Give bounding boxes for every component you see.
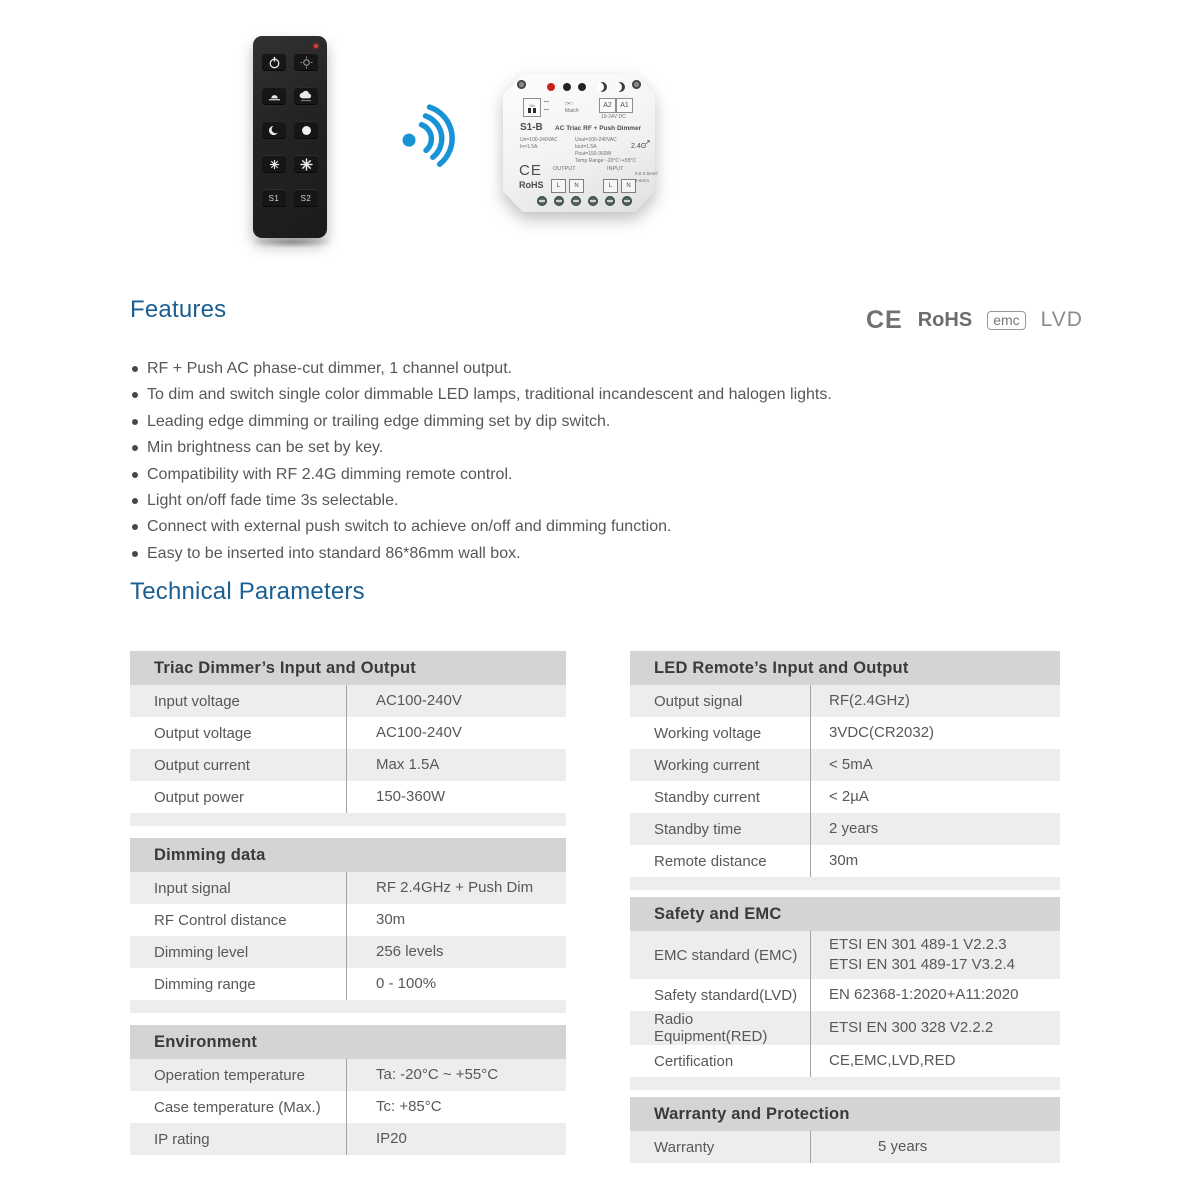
dimmer-black-button bbox=[578, 83, 586, 91]
list-item: RF + Push AC phase-cut dimmer, 1 channel output. bbox=[131, 356, 901, 382]
terminal-a1: A1 bbox=[616, 98, 633, 113]
remote-s2-button: S2 bbox=[294, 189, 318, 207]
table-row bbox=[130, 781, 566, 813]
table-row bbox=[130, 872, 566, 904]
terminal-screw bbox=[537, 196, 547, 206]
param-label: Input signal bbox=[154, 879, 231, 897]
technical-parameters-heading: Technical Parameters bbox=[130, 578, 365, 605]
param-value: RF 2.4GHz + Push Dim bbox=[346, 872, 566, 904]
lvd-logo: LVD bbox=[1040, 308, 1083, 331]
spec-table bbox=[630, 1097, 1060, 1163]
moon-icon bbox=[268, 124, 281, 137]
full-circle-icon bbox=[300, 124, 313, 137]
param-label: Output power bbox=[154, 788, 245, 806]
table-row bbox=[630, 813, 1060, 845]
remote-night-button bbox=[262, 121, 286, 139]
ce-logo: CE bbox=[866, 305, 903, 334]
table-footer bbox=[630, 1077, 1060, 1090]
table-row bbox=[130, 1091, 566, 1123]
spec-table bbox=[130, 1025, 566, 1155]
tables-right-column bbox=[630, 651, 1060, 1170]
screw-icon bbox=[632, 80, 641, 89]
param-value: AC100-240V bbox=[346, 685, 566, 717]
param-value: 256 levels bbox=[346, 936, 566, 968]
list-item: Un=100-240VAC bbox=[520, 137, 558, 143]
param-label: Output signal bbox=[654, 692, 743, 710]
param-value: EN 62368-1:2020+A11:2020 bbox=[810, 979, 1060, 1011]
table-title: Dimming data bbox=[130, 838, 566, 872]
table-row bbox=[630, 845, 1060, 877]
dimmer-red-button bbox=[547, 83, 555, 91]
terminal-screw bbox=[588, 196, 598, 206]
sun-dim-icon bbox=[300, 56, 313, 69]
list-item: To dim and switch single color dimmable LED lamps, traditional incandescent and halogen lights. bbox=[131, 382, 901, 408]
list-item: Connect with external push switch to achieve on/off and dimming function. bbox=[131, 514, 901, 540]
remote-brightness-button bbox=[294, 53, 318, 71]
table-row bbox=[630, 781, 1060, 813]
power-icon bbox=[268, 56, 281, 69]
emc-logo: emc bbox=[987, 311, 1025, 330]
param-value: RF(2.4GHz) bbox=[810, 685, 1060, 717]
table-row bbox=[630, 749, 1060, 781]
table-row bbox=[130, 968, 566, 1000]
input-label: INPUT bbox=[607, 166, 624, 172]
remote-max-brightness-button bbox=[294, 155, 318, 173]
param-label: Working voltage bbox=[654, 724, 762, 742]
param-label: Input voltage bbox=[154, 692, 240, 710]
table-footer bbox=[130, 813, 566, 826]
table-row bbox=[630, 1011, 1060, 1045]
list-item: Temp Range: -20°C~+55°C bbox=[575, 158, 636, 164]
match-keys-icon: □•□ Match bbox=[565, 101, 579, 114]
features-list bbox=[131, 356, 901, 567]
screw-icon bbox=[517, 80, 526, 89]
param-value: 30m bbox=[346, 904, 566, 936]
param-value: 3VDC(CR2032) bbox=[810, 717, 1060, 749]
rohs-logo: RoHS bbox=[917, 308, 973, 331]
remote-s1-button: S1 bbox=[262, 189, 286, 207]
terminal-a2: A2 bbox=[599, 98, 616, 113]
list-item: In=1.5A bbox=[520, 144, 538, 150]
table-footer bbox=[130, 1000, 566, 1013]
table-row bbox=[130, 1059, 566, 1091]
list-item: Pout=150-360W bbox=[575, 151, 612, 157]
param-value: Max 1.5A bbox=[346, 749, 566, 781]
param-value: ETSI EN 301 489-1 V2.2.3 ETSI EN 301 489-17 V3.2.4 bbox=[810, 931, 1060, 979]
remote-power-button bbox=[262, 53, 286, 71]
table-row bbox=[130, 936, 566, 968]
dimmer-title: AC Triac RF + Push Dimmer bbox=[555, 125, 642, 132]
tables-left-column bbox=[130, 651, 566, 1167]
ce-mark: CE bbox=[519, 162, 542, 179]
output-label: OUTPUT bbox=[553, 166, 576, 172]
features-heading: Features bbox=[130, 296, 227, 323]
remote-cloud-button bbox=[294, 87, 318, 105]
dip-on-label: On bbox=[529, 102, 535, 108]
param-label: Output current bbox=[154, 756, 250, 774]
star-big-icon bbox=[300, 158, 313, 171]
dimmer-specs-left bbox=[520, 137, 558, 151]
list-item: Min brightness can be set by key. bbox=[131, 435, 901, 461]
remote-led-indicator bbox=[314, 44, 318, 48]
table-title: Environment bbox=[130, 1025, 566, 1059]
output-terminals: L N bbox=[551, 174, 587, 193]
table-row bbox=[630, 979, 1060, 1011]
param-label: Working current bbox=[654, 756, 760, 774]
remote-control-image bbox=[253, 36, 327, 238]
list-item: Easy to be inserted into standard 86*86mm wall box. bbox=[131, 541, 901, 567]
param-label: Dimming level bbox=[154, 943, 249, 961]
param-value: < 2µA bbox=[810, 781, 1060, 813]
dimmer-black-button bbox=[563, 83, 571, 91]
dimmer-specs-right bbox=[575, 137, 636, 165]
dimmer-dial-icon bbox=[597, 82, 607, 92]
param-label: Case temperature (Max.) bbox=[154, 1098, 321, 1116]
param-value: 30m bbox=[810, 845, 1060, 877]
param-value: < 5mA bbox=[810, 749, 1060, 781]
table-title: LED Remote’s Input and Output bbox=[630, 651, 1060, 685]
spec-table bbox=[630, 651, 1060, 890]
spec-table bbox=[130, 651, 566, 826]
param-value: Ta: -20°C ~ +55°C bbox=[346, 1059, 566, 1091]
param-label: Operation temperature bbox=[154, 1066, 305, 1084]
table-title: Safety and EMC bbox=[630, 897, 1060, 931]
dimmer-model: S1-B bbox=[520, 122, 543, 133]
param-value: 5 years bbox=[810, 1131, 1060, 1163]
antenna-icon: ↗ bbox=[644, 138, 651, 147]
table-footer bbox=[630, 877, 1060, 890]
table-row bbox=[630, 717, 1060, 749]
sunrise-icon bbox=[268, 90, 281, 103]
param-label: Standby current bbox=[654, 788, 760, 806]
list-item: Compatibility with RF 2.4G dimming remote control. bbox=[131, 462, 901, 488]
param-value: CE,EMC,LVD,RED bbox=[810, 1045, 1060, 1077]
table-row bbox=[130, 717, 566, 749]
table-row bbox=[130, 904, 566, 936]
terminal-screw bbox=[554, 196, 564, 206]
wireless-signal-icon bbox=[398, 102, 462, 174]
input-terminals: L N bbox=[603, 174, 639, 193]
table-row bbox=[630, 931, 1060, 979]
remote-full-brightness-button bbox=[294, 121, 318, 139]
table-row bbox=[630, 1131, 1060, 1163]
table-title: Warranty and Protection bbox=[630, 1097, 1060, 1131]
remote-shadow bbox=[250, 236, 334, 248]
param-label: IP rating bbox=[154, 1130, 210, 1148]
dip-switch bbox=[523, 98, 541, 117]
certification-marks bbox=[866, 302, 1083, 338]
remote-min-brightness-button bbox=[262, 155, 286, 173]
table-title: Triac Dimmer’s Input and Output bbox=[130, 651, 566, 685]
param-label: Standby time bbox=[654, 820, 742, 838]
cloud-icon bbox=[299, 90, 313, 103]
param-label: RF Control distance bbox=[154, 911, 287, 929]
table-row bbox=[130, 685, 566, 717]
param-label: Output voltage bbox=[154, 724, 252, 742]
dimmer-module-image: On ∼ ∼ □•□ Match A2 A1 10-24V DC S1-B AC Triac RF + Push Dimmer Un=100-240VAC In=1.5A Uout=100-240VAC Iout=1.5A Pout=150-360W Temp Range: -20°C~+55°C 2.4G ↗ CE RoHS OUTPUT L N INPUT L N 0.5-2.5mm² 4-6mm bbox=[503, 74, 655, 212]
param-label: Warranty bbox=[654, 1138, 715, 1156]
remote-button-grid bbox=[262, 53, 318, 207]
param-value: AC100-240V bbox=[346, 717, 566, 749]
param-label: Certification bbox=[654, 1052, 734, 1070]
param-value: ETSI EN 300 328 V2.2.2 bbox=[810, 1011, 1060, 1045]
spec-table bbox=[130, 838, 566, 1013]
terminal-screw bbox=[605, 196, 615, 206]
param-value: 0 - 100% bbox=[346, 968, 566, 1000]
param-value: IP20 bbox=[346, 1123, 566, 1155]
param-label: Radio Equipment(RED) bbox=[654, 1011, 768, 1045]
list-item: Iout=1.5A bbox=[575, 144, 597, 150]
spec-table bbox=[630, 897, 1060, 1090]
table-row bbox=[630, 1045, 1060, 1077]
rf-label: 2.4G bbox=[631, 143, 647, 150]
param-value: 2 years bbox=[810, 813, 1060, 845]
table-row bbox=[130, 749, 566, 781]
remote-sunrise-button bbox=[262, 87, 286, 105]
param-value: 150-360W bbox=[346, 781, 566, 813]
rohs-mark: RoHS bbox=[519, 180, 544, 190]
terminal-screw bbox=[571, 196, 581, 206]
param-label: EMC standard (EMC) bbox=[654, 946, 798, 964]
param-label: Safety standard(LVD) bbox=[654, 986, 798, 1004]
list-item: Light on/off fade time 3s selectable. bbox=[131, 488, 901, 514]
curve-icons: ∼ ∼ bbox=[543, 97, 550, 114]
table-row bbox=[130, 1123, 566, 1155]
param-label: Remote distance bbox=[654, 852, 767, 870]
terminal-screw bbox=[622, 196, 632, 206]
param-label: Dimming range bbox=[154, 975, 256, 993]
list-item: Leading edge dimming or trailing edge dimming set by dip switch. bbox=[131, 409, 901, 435]
dimmer-dial-icon bbox=[615, 82, 625, 92]
table-row bbox=[630, 685, 1060, 717]
list-item: Uout=100-240VAC bbox=[575, 137, 617, 143]
param-value: Tc: +85°C bbox=[346, 1091, 566, 1123]
star-small-icon bbox=[269, 159, 280, 170]
